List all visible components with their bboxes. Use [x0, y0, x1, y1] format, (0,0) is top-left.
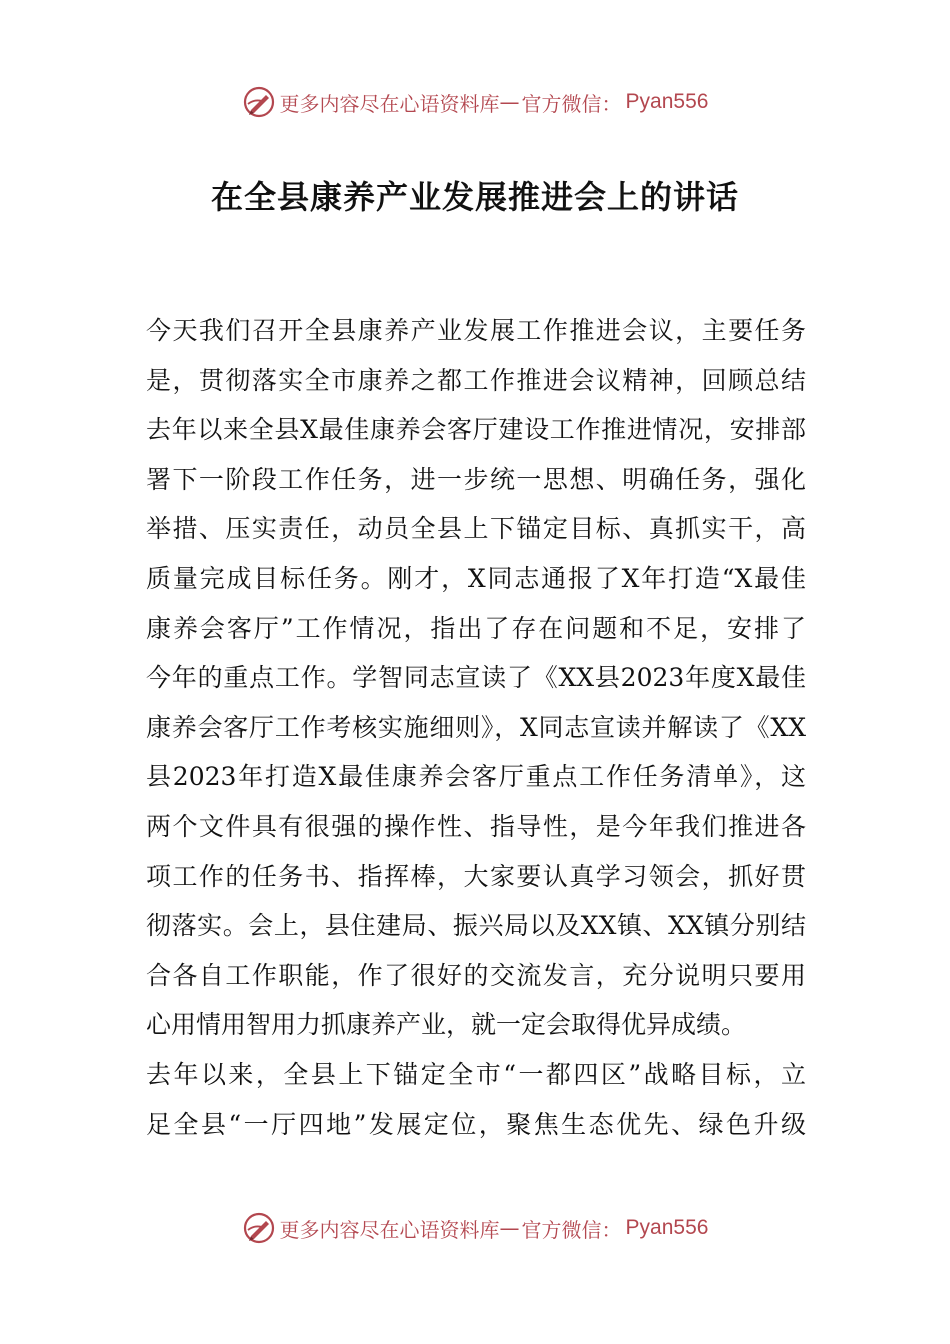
banner-wechat-label: 官方微信：	[521, 1217, 622, 1242]
body-line: 两个文件具有很强的操作性、指导性，是今年我们推进各	[146, 811, 806, 841]
banner-text: 更多内容尽在心语资料库	[279, 91, 500, 116]
footer-banner	[0, 1208, 950, 1248]
body-line: 今天我们召开全县康养产业发展工作推进会议，主要任务	[146, 316, 806, 345]
body-line: 彻落实。会上，县住建局、振兴局以及XX镇、XX镇分别结	[146, 911, 806, 941]
body-line: 质量完成目标任务。刚才，X同志通报了X年打造“X最佳	[146, 563, 806, 593]
document-body	[146, 306, 806, 1149]
banner-wechat-id: Pyan556	[625, 90, 709, 113]
body-line: 项工作的任务书、指挥棒，大家要认真学习领会，抓好贯	[146, 861, 806, 891]
banner-wechat-id: Pyan556	[625, 1216, 709, 1239]
body-line: 县2023年打造X最佳康养会客厅重点工作任务清单》，这	[146, 762, 806, 792]
body-line: 康养会客厅工作考核实施细则》，X同志宣读并解读了《XX	[146, 712, 806, 742]
banner-separator: —	[499, 90, 520, 114]
body-line: 足全县“一厅四地”发展定位，聚焦生态优先、绿色升级	[146, 1109, 806, 1139]
banner-wechat-label: 官方微信：	[521, 91, 622, 116]
pen-logo-icon	[242, 1211, 276, 1245]
banner-separator: —	[499, 1216, 520, 1240]
body-line: 举措、压实责任，动员全县上下锚定目标、真抓实干，高	[146, 514, 806, 544]
body-line: 心用情用智用力抓康养产业，就一定会取得优异成绩。	[146, 1010, 747, 1040]
pen-logo-icon	[242, 85, 276, 119]
document-title: 在全县康养产业发展推进会上的讲话	[210, 178, 739, 216]
body-line: 去年以来，全县上下锚定全市“一都四区”战略目标，立	[146, 1059, 806, 1089]
body-line: 去年以来全县X最佳康养会客厅建设工作推进情况，安排部	[146, 415, 806, 445]
body-line: 康养会客厅”工作情况，指出了存在问题和不足，安排了	[146, 613, 806, 643]
banner-text: 更多内容尽在心语资料库	[279, 1217, 500, 1242]
body-line: 合各自工作职能，作了很好的交流发言，充分说明只要用	[146, 960, 806, 990]
body-line: 今年的重点工作。学智同志宣读了《XX县2023年度X最佳	[146, 663, 806, 693]
body-line: 是，贯彻落实全市康养之都工作推进会议精神，回顾总结	[146, 365, 806, 395]
header-banner	[0, 82, 950, 122]
body-line: 署下一阶段工作任务，进一步统一思想、明确任务，强化	[146, 464, 806, 494]
